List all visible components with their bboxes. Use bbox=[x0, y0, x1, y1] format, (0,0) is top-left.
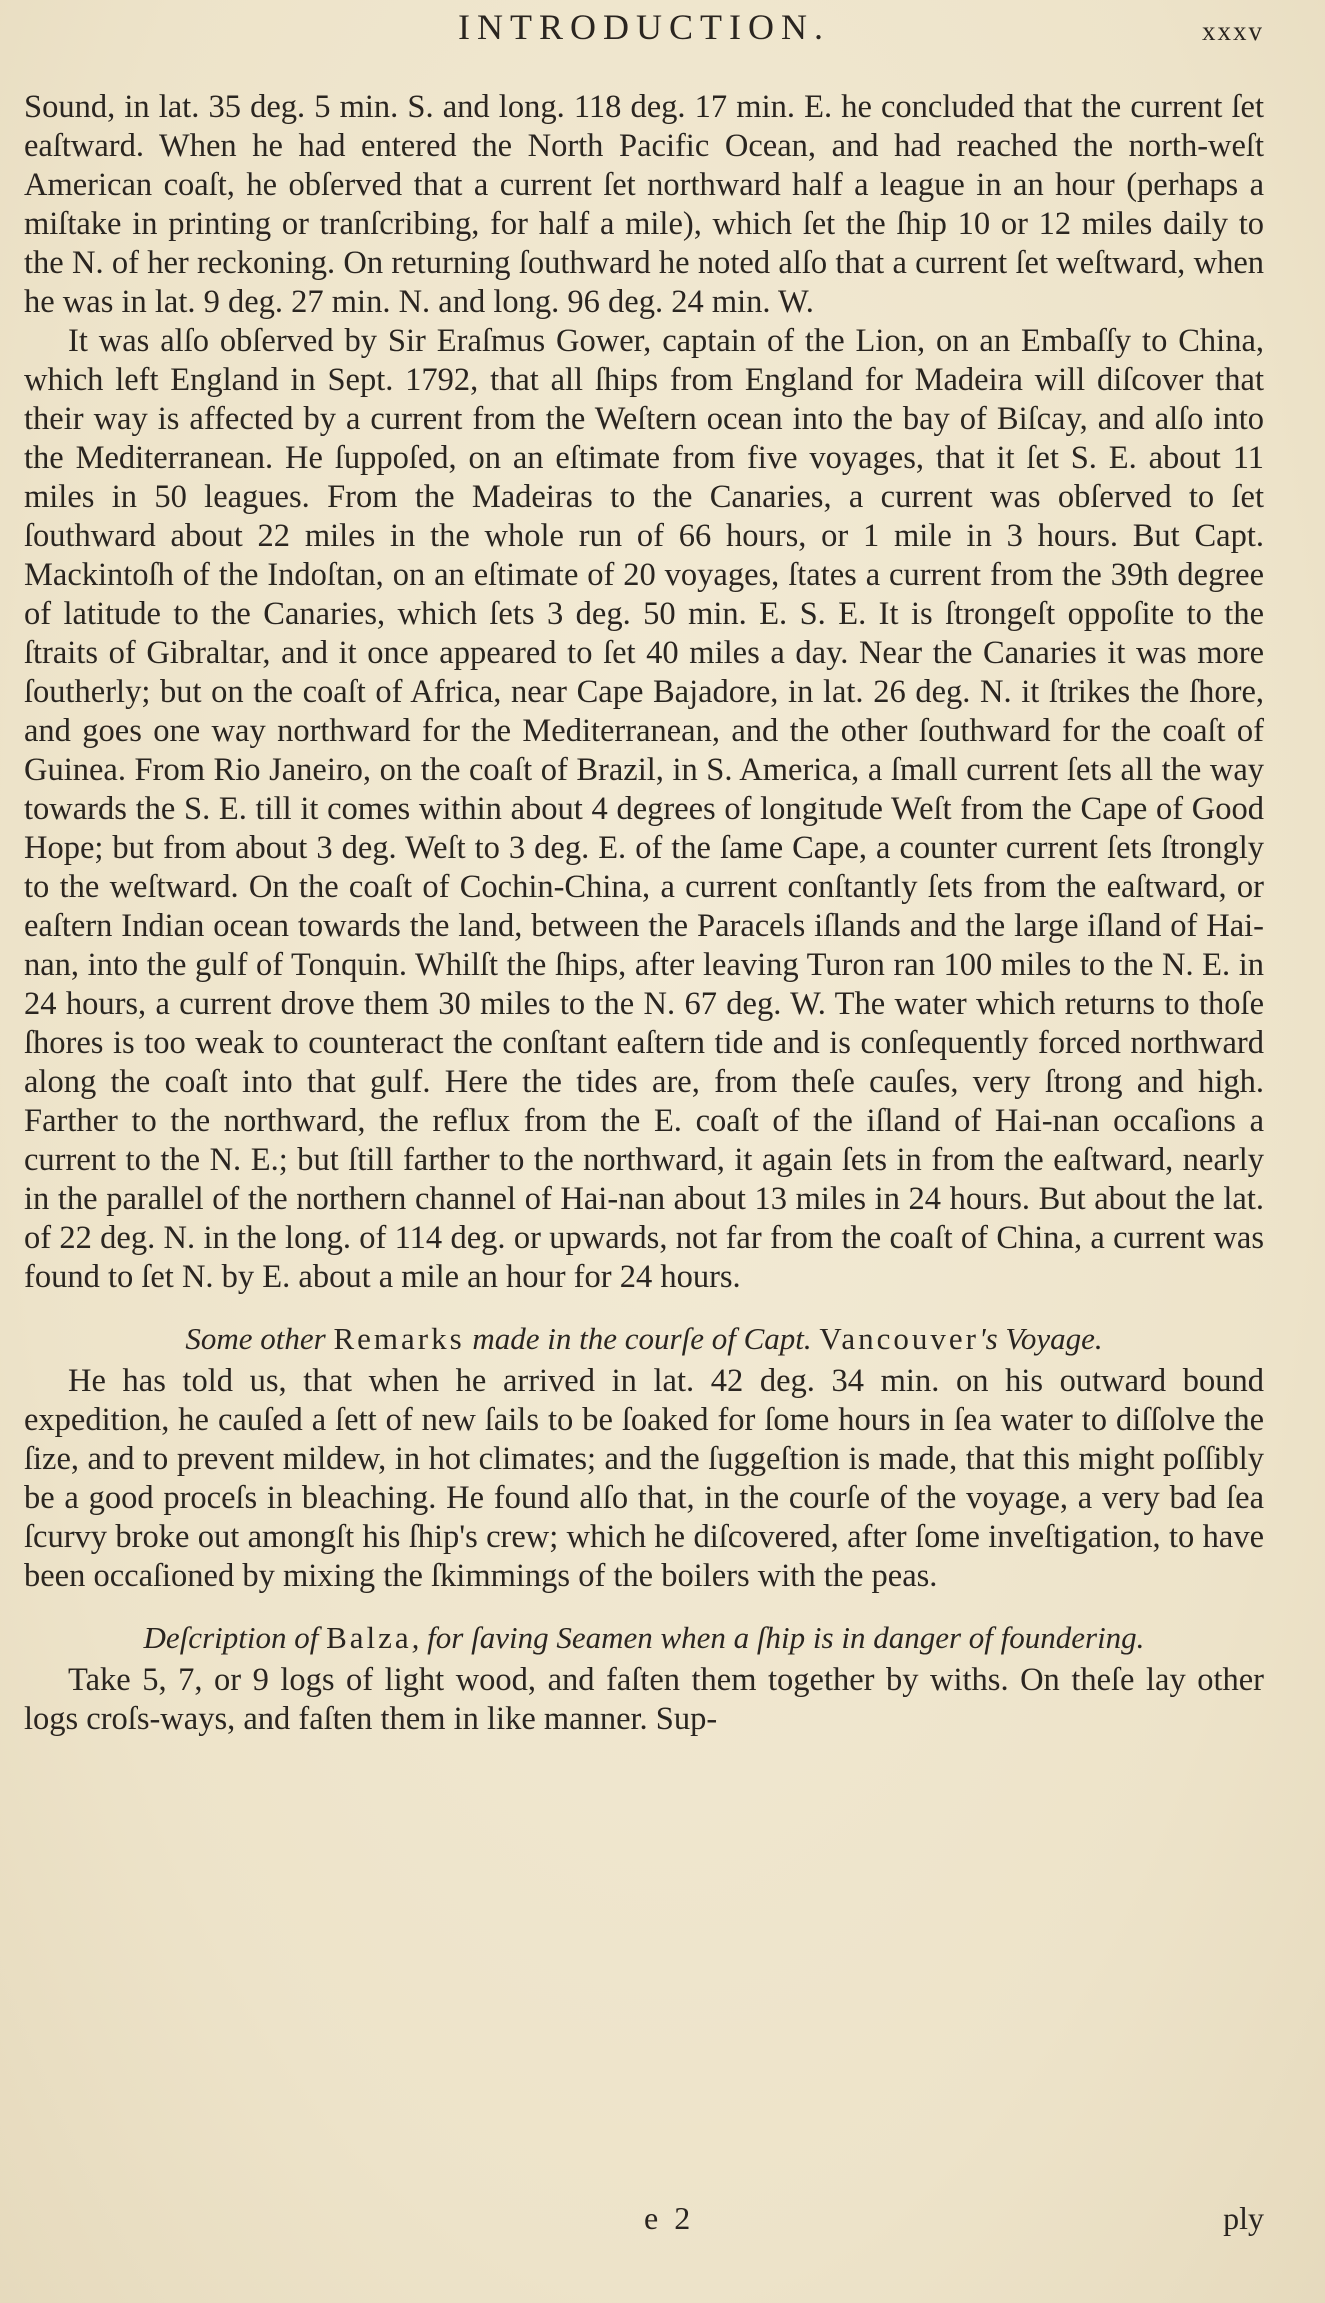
heading-small-caps: Balza bbox=[326, 1620, 412, 1655]
catchword: ply bbox=[1223, 2200, 1264, 2236]
body-text bbox=[24, 88, 1264, 1739]
running-title: INTRODUCTION. bbox=[458, 7, 830, 47]
page-footer bbox=[24, 2200, 1264, 2240]
heading-part: 's Voyage. bbox=[978, 1321, 1103, 1356]
heading-small-caps: Vancouver bbox=[819, 1321, 979, 1356]
heading-part: , for ſaving Seamen when a ſhip is in danger of foundering. bbox=[411, 1620, 1145, 1655]
section-heading-vancouver-remarks bbox=[24, 1319, 1264, 1358]
page-number: xxxv bbox=[1202, 16, 1264, 46]
paragraph-continued: Sound, in lat. 35 deg. 5 min. S. and long. 118 deg. 17 min. E. he concluded that the current ſet eaſtward. When he had entered the North Pacific Ocean, and had reached the north-weſt American coaſt, he obſerved that a current ſet northward half a league in an hour (perhaps a miſtake in printing or tranſcribing, for half a mile), which ſet the ſhip 10 or 12 miles daily to the N. of her reckoning. On returning ſouthward he noted alſo that a current ſet weſtward, when he was in lat. 9 deg. 27 min. N. and long. 96 deg. 24 min. W. bbox=[24, 89, 1264, 320]
heading-part: Deſcription of bbox=[143, 1620, 327, 1655]
running-head bbox=[24, 6, 1264, 46]
heading-small-caps: Remarks bbox=[333, 1321, 465, 1356]
paragraph-vancouver-remarks: He has told us, that when he arrived in lat. 42 deg. 34 min. on his outward bound expedition, he cauſed a ſett of new ſails to be ſoaked for ſome hours in ſea water to diſſolve the ſize, and to prevent mildew, in hot climates; and the ſuggeſtion is made, that this might poſſibly be a good proceſs in bleaching. He found alſo that, in the courſe of the voyage, a very bad ſea ſcurvy broke out amongſt his ſhip's crew; which he diſcovered, after ſome inveſtigation, to have been occaſioned by mixing the ſkimmings of the boilers with the peas. bbox=[24, 1363, 1264, 1594]
paragraph-gower-observations: It was alſo obſerved by Sir Eraſmus Gower, captain of the Lion, on an Embaſſy to China, which left England in Sept. 1792, that all ſhips from England for Madeira will diſcover that their way is affected by a current from the Weſtern ocean into the bay of Biſcay, and alſo into the Mediterranean. He ſuppoſed, on an eſtimate from five voyages, that it ſet S. E. about 11 miles in 50 leagues. From the Madeiras to the Canaries, a current was obſerved to ſet ſouthward about 22 miles in the whole run of 66 hours, or 1 mile in 3 hours. But Capt. Mackintoſh of the Indoſtan, on an eſtimate of 20 voyages, ſtates a current from the 39th degree of latitude to the Canaries, which ſets 3 deg. 50 min. E. S. E. It is ſtrongeſt oppoſite to the ſtraits of Gibraltar, and it once appeared to ſet 40 miles a day. Near the Canaries it was more ſoutherly; but on the coaſt of Africa, near Cape Bajadore, in lat. 26 deg. N. it ſtrikes the ſhore, and goes one way northward for the Mediterranean, and the other ſouthward for the coaſt of Guinea. From Rio Janeiro, on the coaſt of Brazil, in S. America, a ſmall current ſets all the way towards the S. E. till it comes within about 4 degrees of longitude Weſt from the Cape of Good Hope; but from about 3 deg. Weſt to 3 deg. E. of the ſame Cape, a counter current ſets ſtrongly to the weſtward. On the coaſt of Cochin-China, a current conſtantly ſets from the eaſtward, or eaſtern Indian ocean towards the land, between the Paracels iſlands and the large iſland of Hai-nan, into the gulf of Tonquin. Whilſt the ſhips, after leaving Turon ran 100 miles to the N. E. in 24 hours, a current drove them 30 miles to the N. 67 deg. W. The water which returns to thoſe ſhores is too weak to counteract the conſtant eaſtern tide and is conſequently forced northward along the coaſt into that gulf. Here the tides are, from theſe cauſes, very ſtrong and high. Farther to the northward, the reflux from the E. coaſt of the iſland of Hai-nan occaſions a current to the N. E.; but ſtill farther to the northward, it again ſets in from the eaſtward, nearly in the parallel of the northern channel of Hai-nan about 13 miles in 24 hours. But about the lat. of 22 deg. N. in the long. of 114 deg. or upwards, not far from the coaſt of China, a current was found to ſet N. by E. about a mile an hour for 24 hours. bbox=[24, 323, 1264, 1295]
section-heading-balza bbox=[24, 1618, 1264, 1657]
heading-part: made in the courſe of Capt. bbox=[464, 1321, 820, 1356]
signature-mark: e 2 bbox=[644, 2200, 695, 2236]
paragraph-balza: Take 5, 7, or 9 logs of light wood, and faſten them together by withs. On theſe lay other logs croſs-ways, and faſten them in like manner. Sup- bbox=[24, 1662, 1264, 1737]
heading-part: Some other bbox=[185, 1321, 334, 1356]
